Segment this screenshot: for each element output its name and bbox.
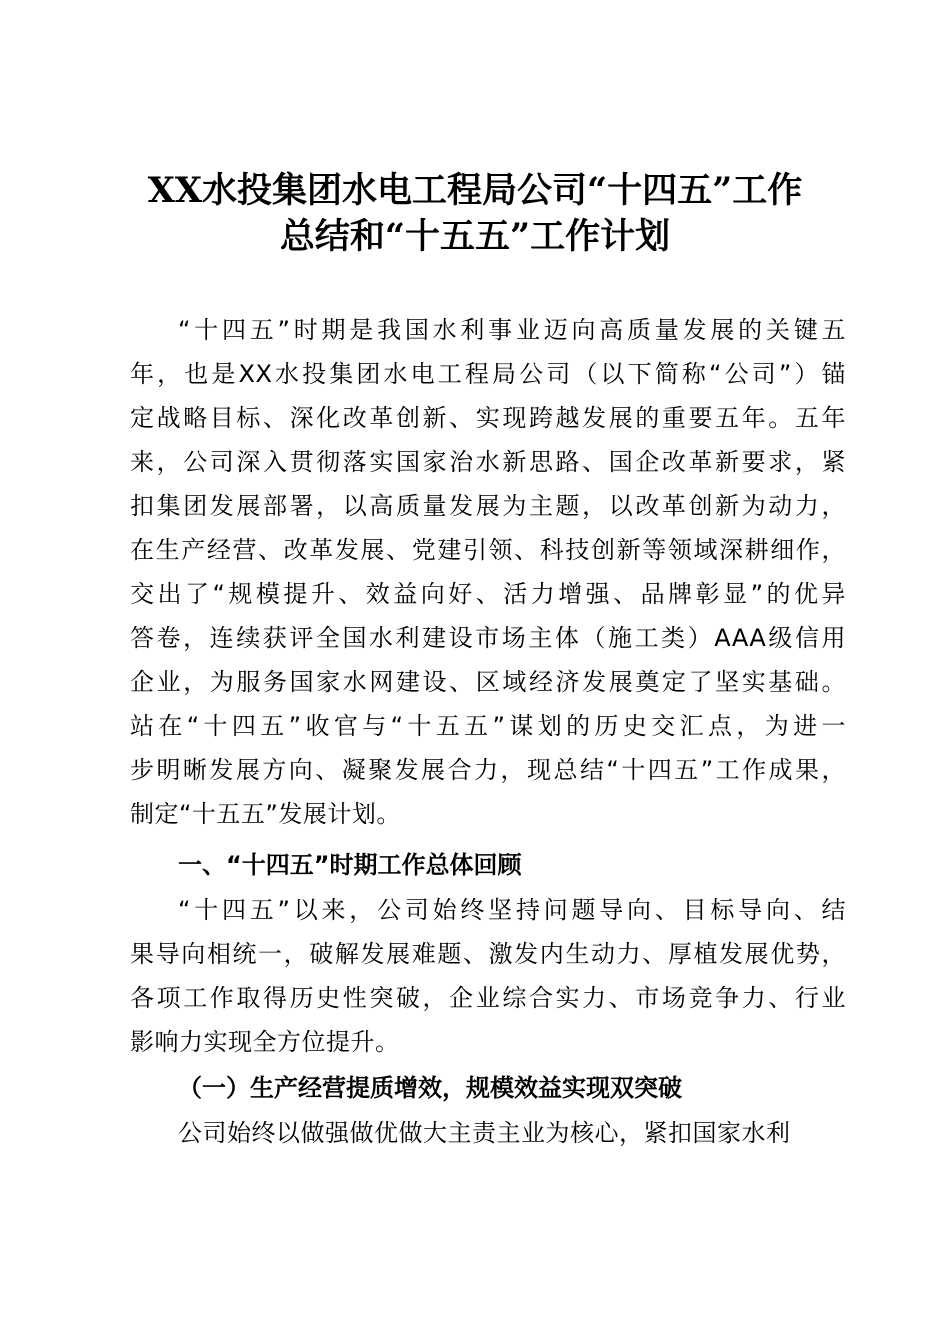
title-line-2: 总结和“十五五”工作计划	[279, 216, 671, 257]
paragraph-line: 定战略目标、深化改革创新、实现跨越发展的重要五年。五年	[130, 404, 846, 432]
paragraph-line: 站在“十四五”收官与“十五五”谋划的历史交汇点，为进一	[130, 712, 846, 740]
paragraph-line: 果导向相统一，破解发展难题、激发内生动力、厚植发展优势，	[130, 940, 846, 968]
title-line-1: XX水投集团水电工程局公司“十四五”工作	[147, 170, 803, 211]
paragraph-line: 影响力实现全方位提升。	[130, 1028, 400, 1056]
paragraph-line: 在生产经营、改革发展、党建引领、科技创新等领域深耕细作，	[130, 536, 846, 564]
paragraph-line: 答卷，连续获评全国水利建设市场主体（施工类）AAA级信用	[130, 624, 846, 652]
paragraph-line: 各项工作取得历史性突破，企业综合实力、市场竞争力、行业	[130, 984, 846, 1012]
section1-paragraph	[130, 888, 846, 1064]
paragraph-line: 年，也是XX水投集团水电工程局公司（以下简称“公司”）锚	[130, 360, 846, 388]
document-title	[110, 168, 840, 260]
paragraph-line: “十四五”以来，公司始终坚持问题导向、目标导向、结	[178, 896, 846, 924]
subsection1-paragraph	[130, 1111, 846, 1155]
intro-paragraph	[130, 308, 846, 836]
paragraph-line: 公司始终以做强做优做大主责主业为核心，紧扣国家水利	[178, 1119, 791, 1147]
paragraph-line: 扣集团发展部署，以高质量发展为主题，以改革创新为动力，	[130, 492, 846, 520]
paragraph-line: 企业，为服务国家水网建设、区域经济发展奠定了坚实基础。	[130, 668, 846, 696]
subsection-heading-1: （一）生产经营提质增效，规模效益实现双突破	[178, 1073, 682, 1102]
paragraph-line: 制定“十五五”发展计划。	[130, 800, 401, 828]
paragraph-line: “十四五”时期是我国水利事业迈向高质量发展的关键五	[178, 316, 846, 344]
section-heading-1: 一、“十四五”时期工作总体回顾	[178, 851, 522, 879]
paragraph-line: 来，公司深入贯彻落实国家治水新思路、国企改革新要求，紧	[130, 448, 846, 476]
paragraph-line: 步明晰发展方向、凝聚发展合力，现总结“十四五”工作成果，	[130, 756, 846, 784]
paragraph-line: 交出了“规模提升、效益向好、活力增强、品牌彰显”的优异	[130, 580, 846, 608]
